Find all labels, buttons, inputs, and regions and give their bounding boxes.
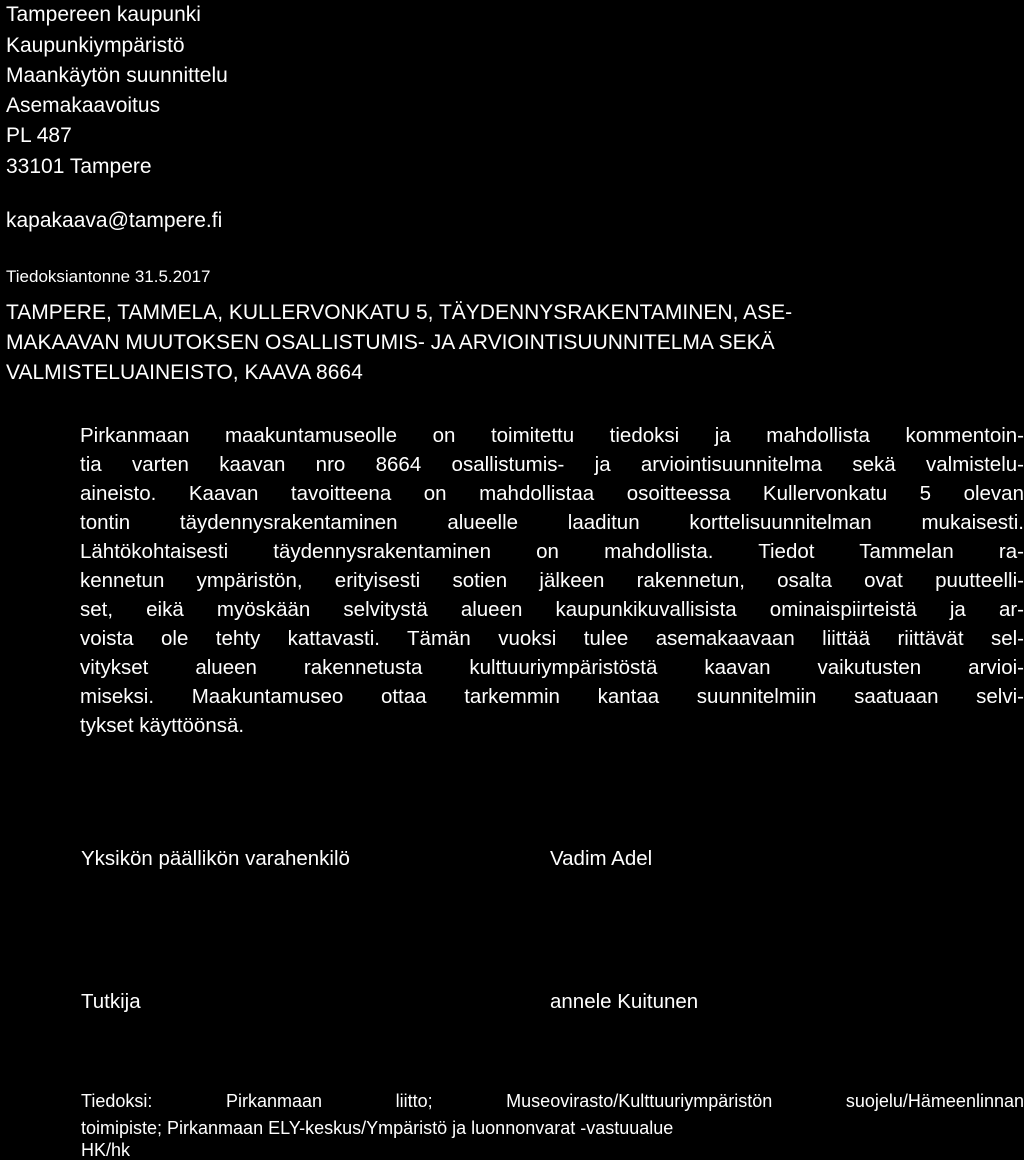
author-initials: HK/hk: [81, 1140, 131, 1160]
sender-line: Kaupunkiympäristö: [6, 34, 185, 57]
body-line: vitykset alueen rakennetusta kulttuuriympäristöstä kaavan vaikutusten arvioi-: [80, 656, 1024, 679]
title-line: MAKAAVAN MUUTOKSEN OSALLISTUMIS- JA ARVIOINTISUUNNITELMA SEKÄ: [6, 331, 775, 354]
signature-name: annele Kuitunen: [550, 990, 699, 1013]
sender-line: 33101 Tampere: [6, 155, 152, 178]
cc-line: Tiedoksi: Pirkanmaan liitto; Museovirasto/Kulttuuriympäristön suojelu/Hämeenlinnan: [81, 1091, 1024, 1111]
body-line: miseksi. Maakuntamuseo ottaa tarkemmin kantaa suunnitelmiin saatuaan selvi-: [80, 685, 1024, 708]
body-line: set, eikä myöskään selvitystä alueen kaupunkikuvallisista ominaispiirteistä ja ar-: [80, 598, 1024, 621]
body-line: Pirkanmaan maakuntamuseolle on toimitettu tiedoksi ja mahdollista kommentoin-: [80, 424, 1024, 447]
body-line: Lähtökohtaisesti täydennysrakentaminen on mahdollista. Tiedot Tammelan ra-: [80, 540, 1024, 563]
reference-date: Tiedoksiantonne 31.5.2017: [6, 267, 211, 286]
body-line: aineisto. Kaavan tavoitteena on mahdollistaa osoitteessa Kullervonkatu 5 olevan: [80, 482, 1024, 505]
body-line: voista ole tehty kattavasti. Tämän vuoksi tulee asemakaavaan liittää riittävät sel-: [80, 627, 1024, 650]
title-line: VALMISTELUAINEISTO, KAAVA 8664: [6, 361, 363, 384]
body-line: tia varten kaavan nro 8664 osallistumis- ja arviointisuunnitelma sekä valmistelu-: [80, 453, 1024, 476]
sender-line: Asemakaavoitus: [6, 94, 161, 117]
sender-line: Maankäytön suunnittelu: [6, 64, 228, 87]
signature-role: Yksikön päällikön varahenkilö: [81, 847, 350, 870]
body-line: tykset käyttöönsä.: [80, 714, 245, 737]
copy-recipients: [81, 1088, 1024, 1142]
sender-line: Tampereen kaupunki: [6, 3, 201, 26]
sender-line: PL 487: [6, 124, 72, 147]
body-paragraph: [80, 421, 1024, 740]
cc-line: toimipiste; Pirkanmaan ELY-keskus/Ympäristö ja luonnonvarat -vastuualue: [81, 1118, 674, 1138]
title-line: TAMPERE, TAMMELA, KULLERVONKATU 5, TÄYDENNYSRAKENTAMINEN, ASE-: [6, 301, 793, 324]
signature-name: Vadim Adel: [550, 847, 653, 870]
body-line: kennetun ympäristön, erityisesti sotien jälkeen rakennetun, osalta ovat puutteelli-: [80, 569, 1024, 592]
sender-email: kapakaava@tampere.fi: [6, 209, 223, 232]
body-line: tontin täydennysrakentaminen alueelle laaditun korttelisuunnitelman mukaisesti.: [80, 511, 1024, 534]
signature-role: Tutkija: [81, 990, 141, 1013]
